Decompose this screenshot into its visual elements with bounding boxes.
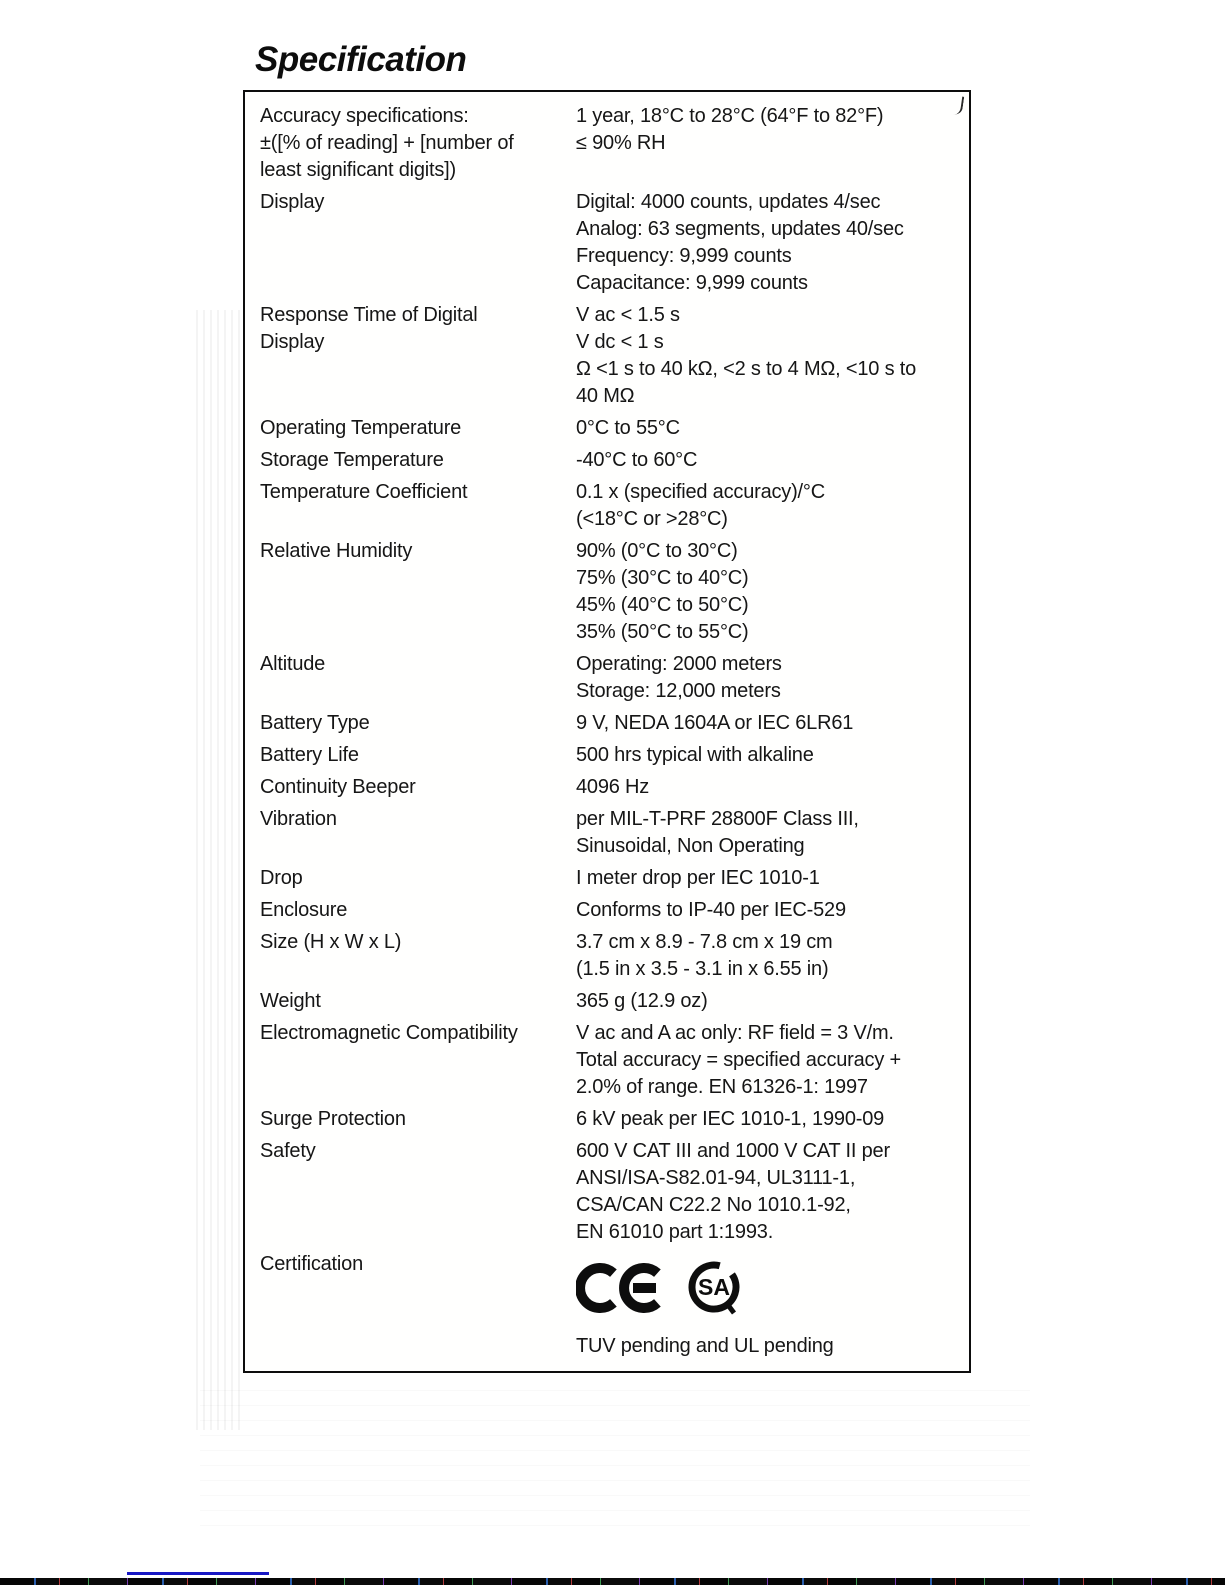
spec-value-line: I meter drop per IEC 1010-1 bbox=[576, 867, 820, 889]
spec-value-line: per MIL-T-PRF 28800F Class III, bbox=[576, 808, 859, 830]
spec-value-line: 6 kV peak per IEC 1010-1, 1990-09 bbox=[576, 1108, 885, 1130]
spec-value bbox=[576, 929, 959, 983]
spec-value-line: Total accuracy = specified accuracy + bbox=[576, 1049, 901, 1071]
spec-label bbox=[260, 1138, 576, 1165]
spec-label bbox=[260, 1020, 576, 1047]
spec-label-line: least significant digits]) bbox=[260, 159, 457, 181]
spec-value-line: Ω <1 s to 40 kΩ, <2 s to 4 MΩ, <10 s to bbox=[576, 358, 917, 380]
spec-value bbox=[576, 1020, 959, 1101]
spec-value-line: 9 V, NEDA 1604A or IEC 6LR61 bbox=[576, 712, 854, 734]
spec-row-temperature-coefficient bbox=[260, 479, 959, 533]
spec-row-electromagnetic-compatibility bbox=[260, 1020, 959, 1101]
spec-label bbox=[260, 447, 576, 474]
spec-value-line: Sinusoidal, Non Operating bbox=[576, 835, 805, 857]
spec-value bbox=[576, 1106, 959, 1133]
spec-value bbox=[576, 710, 959, 737]
spec-value bbox=[576, 1251, 959, 1360]
spec-value-line: 90% (0°C to 30°C) bbox=[576, 540, 738, 562]
spec-label bbox=[260, 538, 576, 565]
spec-value bbox=[576, 774, 959, 801]
spec-label bbox=[260, 189, 576, 216]
spec-label-line: Size (H x W x L) bbox=[260, 931, 402, 953]
spec-value bbox=[576, 742, 959, 769]
spec-value-line: V dc < 1 s bbox=[576, 331, 664, 353]
spec-label-line: Relative Humidity bbox=[260, 540, 413, 562]
spec-value-line: V ac < 1.5 s bbox=[576, 304, 680, 326]
spec-row-certification bbox=[260, 1251, 959, 1360]
spec-label-line: Vibration bbox=[260, 808, 337, 830]
spec-label-line: Drop bbox=[260, 867, 303, 889]
spec-value-line: 0°C to 55°C bbox=[576, 417, 680, 439]
spec-value-line: Frequency: 9,999 counts bbox=[576, 245, 792, 267]
spec-label-line: Response Time of Digital bbox=[260, 304, 478, 326]
spec-label bbox=[260, 479, 576, 506]
spec-value-line: 4096 Hz bbox=[576, 776, 650, 798]
spec-value bbox=[576, 302, 959, 410]
spec-label bbox=[260, 897, 576, 924]
spec-label-line: Accuracy specifications: bbox=[260, 105, 469, 127]
spec-label bbox=[260, 865, 576, 892]
spec-row-vibration bbox=[260, 806, 959, 860]
spec-value-line: 500 hrs typical with alkaline bbox=[576, 744, 814, 766]
spec-row-battery-type bbox=[260, 710, 959, 737]
spec-row-enclosure bbox=[260, 897, 959, 924]
spec-value-line: Digital: 4000 counts, updates 4/sec bbox=[576, 191, 881, 213]
footer-blue-underline bbox=[127, 1572, 269, 1575]
spec-value bbox=[576, 988, 959, 1015]
spec-value-line: Capacitance: 9,999 counts bbox=[576, 272, 808, 294]
spec-value bbox=[576, 806, 959, 860]
spec-row-operating-temperature bbox=[260, 415, 959, 442]
spec-label-line: Temperature Coefficient bbox=[260, 481, 468, 503]
spec-value-line: (<18°C or >28°C) bbox=[576, 508, 728, 530]
spec-value-line: TUV pending and UL pending bbox=[576, 1335, 834, 1357]
spec-label bbox=[260, 103, 576, 184]
csa-mark-icon bbox=[684, 1259, 744, 1317]
spec-label-line: Display bbox=[260, 331, 325, 353]
spec-row-altitude bbox=[260, 651, 959, 705]
spec-value-line: 45% (40°C to 50°C) bbox=[576, 594, 749, 616]
spec-label bbox=[260, 302, 576, 356]
spec-row-relative-humidity bbox=[260, 538, 959, 646]
scan-noise-left bbox=[196, 310, 240, 1430]
spec-value-line: 365 g (12.9 oz) bbox=[576, 990, 708, 1012]
spec-row-safety bbox=[260, 1138, 959, 1246]
spec-label-line: Weight bbox=[260, 990, 321, 1012]
spec-row-storage-temperature bbox=[260, 447, 959, 474]
spec-row-continuity-beeper bbox=[260, 774, 959, 801]
specification-table bbox=[243, 90, 971, 1373]
spec-value bbox=[576, 1138, 959, 1246]
spec-row-display bbox=[260, 189, 959, 297]
spec-value-line: EN 61010 part 1:1993. bbox=[576, 1221, 774, 1243]
spec-label-line: Surge Protection bbox=[260, 1108, 406, 1130]
spec-value-line: ANSI/ISA-S82.01-94, UL3111-1, bbox=[576, 1167, 856, 1189]
spec-label-line: ±([% of reading] + [number of bbox=[260, 132, 514, 154]
spec-value-line: Analog: 63 segments, updates 40/sec bbox=[576, 218, 904, 240]
spec-row-battery-life bbox=[260, 742, 959, 769]
ce-mark-icon bbox=[576, 1260, 668, 1316]
spec-value bbox=[576, 447, 959, 474]
spec-value bbox=[576, 103, 959, 157]
spec-label bbox=[260, 1106, 576, 1133]
spec-value-line: V ac and A ac only: RF field = 3 V/m. bbox=[576, 1022, 894, 1044]
spec-value bbox=[576, 189, 959, 297]
spec-value-line: 35% (50°C to 55°C) bbox=[576, 621, 749, 643]
certification-logos bbox=[576, 1260, 959, 1316]
page-title: Specification bbox=[255, 40, 467, 79]
svg-text:SA: SA bbox=[698, 1274, 730, 1300]
spec-label-line: Operating Temperature bbox=[260, 417, 462, 439]
spec-label bbox=[260, 1251, 576, 1278]
spec-label-line: Battery Type bbox=[260, 712, 370, 734]
spec-label bbox=[260, 774, 576, 801]
spec-row-weight bbox=[260, 988, 959, 1015]
spec-value bbox=[576, 479, 959, 533]
spec-row-drop bbox=[260, 865, 959, 892]
spec-label-line: Certification bbox=[260, 1253, 363, 1275]
spec-label-line: Continuity Beeper bbox=[260, 776, 416, 798]
spec-row-response-time bbox=[260, 302, 959, 410]
spec-label bbox=[260, 415, 576, 442]
spec-label bbox=[260, 710, 576, 737]
spec-value-line: 2.0% of range. EN 61326-1: 1997 bbox=[576, 1076, 868, 1098]
spec-value-line: Conforms to IP-40 per IEC-529 bbox=[576, 899, 846, 921]
spec-label-line: Altitude bbox=[260, 653, 326, 675]
spec-label-line: Display bbox=[260, 191, 325, 213]
spec-label bbox=[260, 806, 576, 833]
spec-value-line: 0.1 x (specified accuracy)/°C bbox=[576, 481, 825, 503]
spec-value-line: (1.5 in x 3.5 - 3.1 in x 6.55 in) bbox=[576, 958, 829, 980]
spec-label bbox=[260, 929, 576, 956]
spec-row-surge-protection bbox=[260, 1106, 959, 1133]
spec-value-line: 3.7 cm x 8.9 - 7.8 cm x 19 cm bbox=[576, 931, 833, 953]
scan-noise-band bbox=[200, 1390, 1030, 1530]
spec-label-line: Battery Life bbox=[260, 744, 359, 766]
spec-value bbox=[576, 651, 959, 705]
spec-value-line: -40°C to 60°C bbox=[576, 449, 698, 471]
spec-value-line: 600 V CAT III and 1000 V CAT II per bbox=[576, 1140, 890, 1162]
spec-value-line: Storage: 12,000 meters bbox=[576, 680, 781, 702]
spec-value-line: Operating: 2000 meters bbox=[576, 653, 782, 675]
spec-value bbox=[576, 538, 959, 646]
spec-value-line: 40 MΩ bbox=[576, 385, 635, 407]
spec-row-accuracy bbox=[260, 103, 959, 184]
spec-label bbox=[260, 742, 576, 769]
spec-label-line: Enclosure bbox=[260, 899, 348, 921]
spec-label bbox=[260, 651, 576, 678]
spec-row-size bbox=[260, 929, 959, 983]
spec-value bbox=[576, 865, 959, 892]
spec-value bbox=[576, 415, 959, 442]
spec-value bbox=[576, 897, 959, 924]
spec-value-line: ≤ 90% RH bbox=[576, 132, 666, 154]
spec-label bbox=[260, 988, 576, 1015]
spec-label-line: Storage Temperature bbox=[260, 449, 444, 471]
spec-value-line: CSA/CAN C22.2 No 1010.1-92, bbox=[576, 1194, 851, 1216]
spec-value-line: 1 year, 18°C to 28°C (64°F to 82°F) bbox=[576, 105, 884, 127]
spec-value-line: 75% (30°C to 40°C) bbox=[576, 567, 749, 589]
spec-label-line: Safety bbox=[260, 1140, 316, 1162]
spec-label-line: Electromagnetic Compatibility bbox=[260, 1022, 518, 1044]
scan-edge-strip bbox=[0, 1578, 1225, 1585]
